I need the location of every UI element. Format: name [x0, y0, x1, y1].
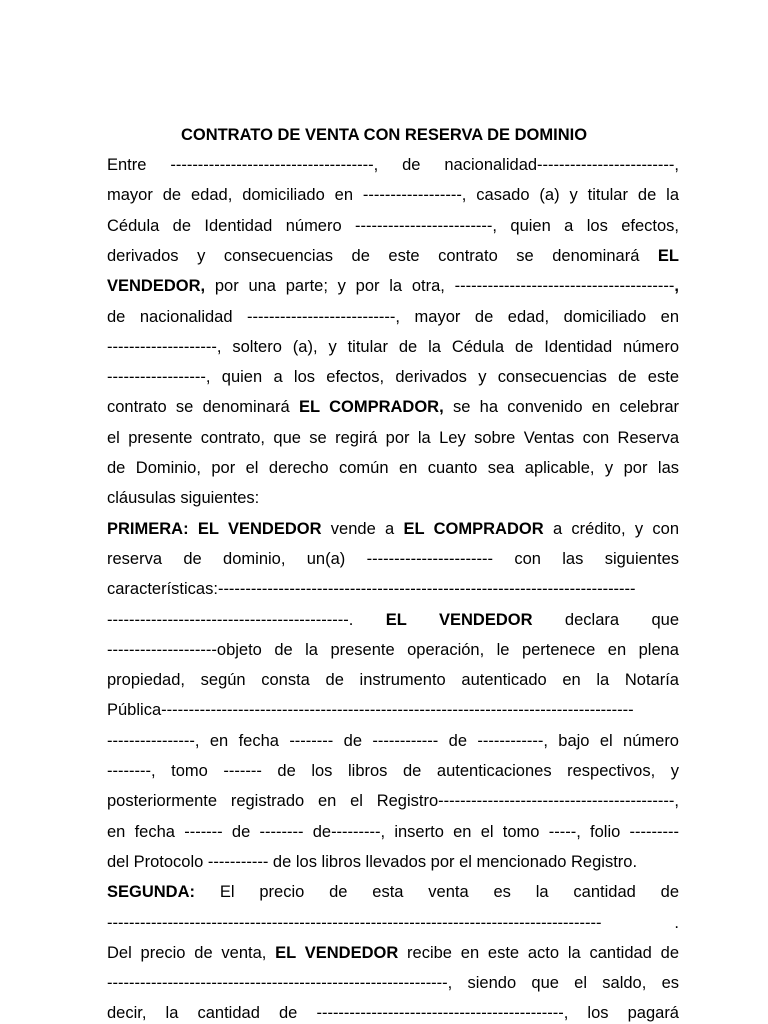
text-segment: características:---------------------------------------------------------------------------- — [107, 580, 636, 599]
text-segment: del Protocolo ----------- de los libros llevados por el mencionado Registro. — [107, 852, 638, 871]
text-segment: contrato se denominará — [107, 398, 300, 417]
bold-text: , — [674, 277, 679, 296]
bold-text: VENDEDOR, — [107, 277, 206, 296]
text-segment: en fecha ------- de -------- de---------, inserto en el tomo -----, folio --------- — [107, 822, 679, 841]
bold-text: EL VENDEDOR — [275, 943, 399, 962]
bold-text: EL COMPRADOR, — [299, 398, 444, 417]
body-line — [107, 306, 679, 328]
body-line — [107, 548, 679, 570]
body-line — [107, 336, 679, 358]
body-line — [107, 1002, 679, 1024]
text-segment: --------------------, soltero (a), y titular de la Cédula de Identidad número — [107, 337, 679, 356]
body-line — [107, 275, 679, 297]
bold-text: SEGUNDA: — [107, 883, 196, 902]
body-line — [107, 972, 679, 994]
text-segment: Del precio de venta, — [107, 943, 276, 962]
text-segment: decir, la cantidad de ---------------------------------------------, los pagará — [107, 1004, 679, 1023]
body-line — [107, 851, 679, 873]
body-line — [107, 215, 679, 237]
body-line — [107, 639, 679, 661]
body-line — [107, 730, 679, 752]
body-line — [107, 790, 679, 812]
text-segment: ----------------, en fecha -------- de ------------ de ------------, bajo el número — [107, 731, 679, 750]
body-line — [107, 518, 679, 540]
text-segment: Cédula de Identidad número -------------------------, quien a los efectos, — [107, 216, 679, 235]
text-segment: El precio de esta venta es la cantidad de — [195, 883, 679, 902]
text-segment: --------------------------------------------------------------, siendo que el saldo, es — [107, 974, 679, 993]
body-line — [107, 457, 679, 479]
text-segment: por una parte; y por la otra, ---------------------------------------- — [205, 277, 675, 296]
text-segment: mayor de edad, domiciliado en ------------------, casado (a) y titular de la — [107, 186, 679, 205]
bold-text: EL — [657, 246, 679, 265]
body-line — [107, 881, 679, 903]
body-line — [107, 487, 679, 509]
body-line — [107, 396, 679, 418]
text-segment: vende a — [321, 519, 404, 538]
text-segment: ------------------------------------------------------------------------------------------ . — [107, 913, 679, 932]
body-line — [107, 760, 679, 782]
bold-text: EL VENDEDOR — [385, 610, 533, 629]
body-line — [107, 821, 679, 843]
text-segment: cláusulas siguientes: — [107, 489, 260, 508]
text-segment: se ha convenido en celebrar — [443, 398, 680, 417]
body-line — [107, 912, 679, 934]
text-segment: de Dominio, por el derecho común en cuanto sea aplicable, y por las — [107, 459, 679, 477]
body-line — [107, 669, 679, 691]
text-segment: Entre -------------------------------------, de nacionalidad-------------------------, — [107, 156, 679, 174]
text-segment: derivados y consecuencias de este contrato se denominará — [107, 246, 658, 265]
text-segment: declara que — [532, 610, 680, 629]
text-segment: --------------------------------------------. — [107, 610, 386, 629]
bold-text: EL COMPRADOR — [403, 519, 544, 538]
text-segment: --------, tomo ------- de los libros de autenticaciones respectivos, y — [107, 762, 679, 780]
body-line — [107, 609, 679, 631]
text-segment: posteriormente registrado en el Registro-------------------------------------------, — [107, 792, 679, 811]
text-segment: reserva de dominio, un(a) ----------------------- con las siguientes — [107, 549, 679, 568]
body-line — [107, 366, 679, 388]
body-line — [107, 427, 679, 449]
body-line — [107, 578, 679, 600]
text-segment: ------------------, quien a los efectos, derivados y consecuencias de este — [107, 368, 679, 387]
text-segment: de nacionalidad ---------------------------, mayor de edad, domiciliado en — [107, 307, 679, 326]
body-line — [107, 184, 679, 206]
body-line — [107, 154, 679, 176]
text-segment: el presente contrato, que se regirá por la Ley sobre Ventas con Reserva — [107, 428, 679, 447]
text-segment: a crédito, y con — [543, 519, 679, 538]
bold-text: PRIMERA: EL VENDEDOR — [107, 519, 322, 538]
body-line — [107, 699, 679, 721]
text-segment: Pública-------------------------------------------------------------------------------------- — [107, 701, 634, 720]
text-segment: --------------------objeto de la presente operación, le pertenece en plena — [107, 640, 679, 659]
body-line — [107, 245, 679, 267]
text-segment: propiedad, según consta de instrumento autenticado en la Notaría — [107, 671, 679, 690]
body-line — [107, 942, 679, 964]
text-segment: recibe en este acto la cantidad de — [398, 943, 679, 962]
document-title: CONTRATO DE VENTA CON RESERVA DE DOMINIO — [180, 126, 588, 144]
